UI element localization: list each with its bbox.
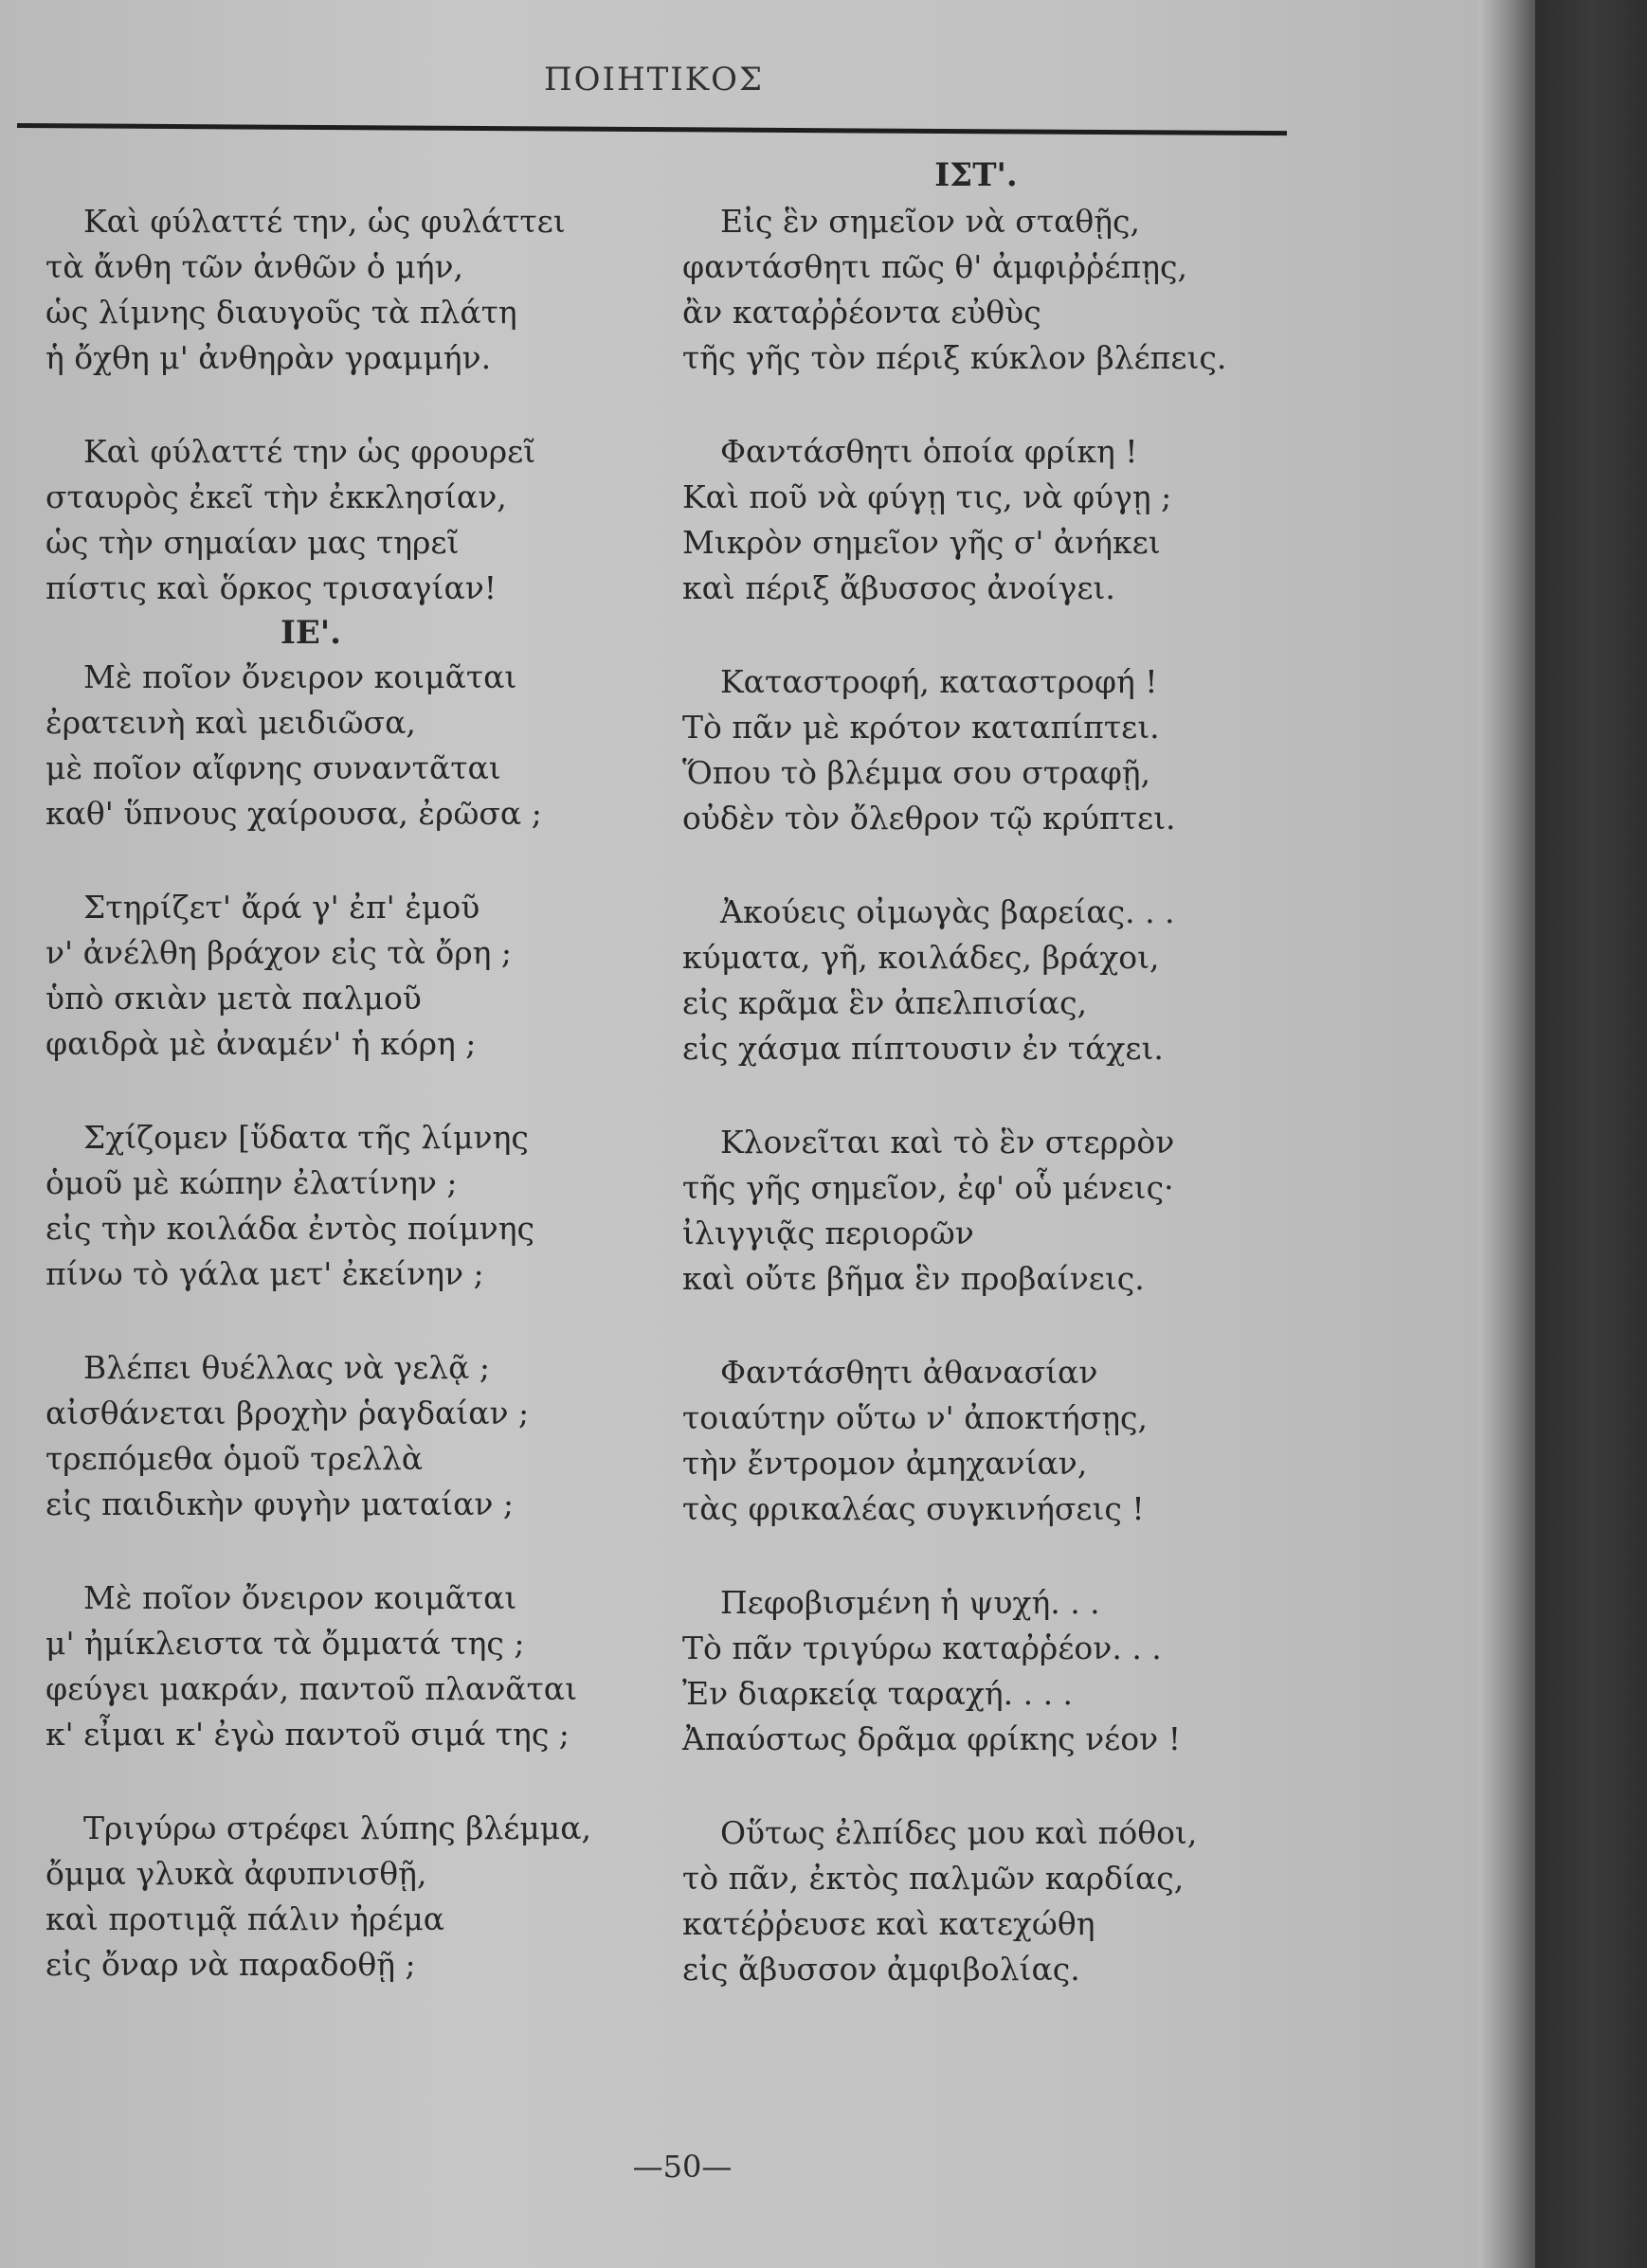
stanza: [45, 1575, 652, 1757]
verse-line: ὡς τὴν σημαίαν μας τηρεῖ: [45, 524, 460, 561]
section-title-left: ΙΕ'.: [280, 614, 342, 652]
verse-line: καὶ προτιμᾷ πάλιν ἠρέμα: [45, 1900, 445, 1937]
stanza: [45, 1115, 652, 1297]
verse-line: Τὸ πᾶν μὲ κρότον καταπίπτει.: [682, 709, 1160, 746]
verse-line: κατέῤῥευσε καὶ κατεχώθη: [682, 1905, 1095, 1942]
verse-line: ὡς λίμνης διαυγοῦς τὰ πλάτη: [45, 294, 517, 331]
verse-line: σταυρὸς ἐκεῖ τὴν ἐκκλησίαν,: [45, 478, 507, 515]
verse-line: ὑπὸ σκιὰν μετὰ παλμοῦ: [45, 980, 422, 1017]
verse-line: ὁμοῦ μὲ κώπην ἐλατίνην ;: [45, 1164, 458, 1201]
stanza: [682, 429, 1308, 611]
section-title-right: ΙΣΤ'.: [934, 156, 1018, 194]
book-binding: [1535, 0, 1647, 2268]
verse-line: Εἰς ἓν σημεῖον νὰ σταθῇς,: [720, 203, 1140, 240]
verse-line: ἂν καταῤῥέοντα εὐθὺς: [682, 294, 1041, 331]
right-stanzas: [682, 199, 1308, 1992]
stanza: [45, 1806, 652, 1988]
verse-line: ἰλιγγιᾷς περιορῶν: [682, 1215, 974, 1251]
stanza: [45, 1345, 652, 1527]
verse-line: φαιδρὰ μὲ ἀναμέν' ἡ κόρη ;: [45, 1025, 477, 1062]
verse-line: οὐδὲν τὸν ὄλεθρον τῷ κρύπτει.: [682, 800, 1176, 837]
verse-line: εἰς χάσμα πίπτουσιν ἐν τάχει.: [682, 1030, 1164, 1067]
verse-line: κ' εἶμαι κ' ἐγὼ παντοῦ σιμά της ;: [45, 1716, 570, 1753]
left-top-stanzas: [45, 199, 652, 611]
left-bottom-stanzas: [45, 655, 652, 1988]
verse-line: Ἀπαύστως δρᾶμα φρίκης νέον !: [682, 1720, 1181, 1757]
stanza: [45, 885, 652, 1067]
page-number: —50—: [632, 2149, 733, 2185]
stanza: [682, 1120, 1308, 1302]
verse-line: Ἐν διαρκείᾳ ταραχή. . . .: [682, 1675, 1074, 1712]
verse-line: πίστις καὶ ὅρκος τρισαγίαν!: [45, 569, 498, 606]
stanza: [45, 429, 652, 611]
left-column: [45, 199, 652, 2036]
verse-line: τῆς γῆς τὸν πέριξ κύκλον βλέπεις.: [682, 339, 1227, 376]
verse-line: Καὶ φύλαττέ την ὡς φρουρεῖ: [83, 433, 536, 470]
stanza: [682, 199, 1308, 381]
verse-line: τὰς φρικαλέας συγκινήσεις !: [682, 1490, 1145, 1527]
verse-line: Κλονεῖται καὶ τὸ ἓν στερρὸν: [720, 1124, 1175, 1161]
running-head: ΠΟΙΗΤΙΚΟΣ: [543, 61, 765, 99]
verse-line: τρεπόμεθα ὁμοῦ τρελλὰ: [45, 1440, 424, 1477]
verse-line: Ἀκούεις οἰμωγὰς βαρείας. . .: [720, 893, 1175, 930]
verse-line: Καὶ φύλαττέ την, ὡς φυλάττει: [83, 203, 566, 240]
verse-line: Καταστροφή, καταστροφή !: [720, 663, 1158, 700]
verse-line: ἐρατεινὴ καὶ μειδιῶσα,: [45, 704, 416, 741]
stanza: [682, 1810, 1308, 1992]
verse-line: Φαντάσθητι ἀθανασίαν: [720, 1354, 1098, 1391]
verse-line: εἰς τὴν κοιλάδα ἐντὸς ποίμνης: [45, 1210, 534, 1247]
stanza: [45, 655, 652, 837]
right-column: [682, 152, 1308, 2041]
verse-line: φεύγει μακράν, παντοῦ πλανᾶται: [45, 1670, 578, 1707]
stanza: [682, 890, 1308, 1071]
stanza: [45, 199, 652, 381]
verse-line: Στηρίζετ' ἄρά γ' ἐπ' ἐμοῦ: [83, 889, 480, 926]
verse-line: εἰς ὄναρ νὰ παραδοθῇ ;: [45, 1946, 416, 1983]
verse-line: τὴν ἔντρομον ἀμηχανίαν,: [682, 1445, 1088, 1482]
header-rule: [17, 123, 1287, 135]
verse-line: Ὅπου τὸ βλέμμα σου στραφῇ,: [682, 754, 1151, 791]
verse-line: μὲ ποῖον αἴφνης συναντᾶται: [45, 749, 501, 786]
verse-line: εἰς παιδικὴν φυγὴν ματαίαν ;: [45, 1485, 515, 1522]
verse-line: Μὲ ποῖον ὄνειρον κοιμᾶται: [83, 1579, 517, 1616]
verse-line: Καὶ ποῦ νὰ φύγῃ τις, νὰ φύγῃ ;: [682, 478, 1172, 515]
stanza: [682, 659, 1308, 841]
verse-line: Βλέπει θυέλλας νὰ γελᾷ ;: [83, 1349, 491, 1386]
verse-line: Οὕτως ἐλπίδες μου καὶ πόθοι,: [720, 1814, 1198, 1851]
verse-line: εἰς κρᾶμα ἓν ἀπελπισίας,: [682, 984, 1088, 1021]
verse-line: εἰς ἄβυσσον ἀμφιβολίας.: [682, 1951, 1080, 1988]
verse-line: Τριγύρω στρέφει λύπης βλέμμα,: [83, 1809, 592, 1846]
verse-line: ν' ἀνέλθη βράχον εἰς τὰ ὄρη ;: [45, 934, 512, 971]
verse-line: τὰ ἄνθη τῶν ἀνθῶν ὁ μήν,: [45, 248, 464, 285]
verse-line: Φαντάσθητι ὁποία φρίκη !: [720, 433, 1138, 470]
stanza: [682, 1350, 1308, 1532]
verse-line: Μὲ ποῖον ὄνειρον κοιμᾶται: [83, 658, 517, 695]
verse-line: τοιαύτην οὕτω ν' ἀποκτήσῃς,: [682, 1399, 1148, 1436]
verse-line: καὶ πέριξ ἄβυσσος ἀνοίγει.: [682, 569, 1115, 606]
verse-line: αἰσθάνεται βροχὴν ῥαγδαίαν ;: [45, 1395, 530, 1431]
verse-line: ἡ ὄχθη μ' ἀνθηρὰν γραμμήν.: [45, 339, 492, 376]
verse-line: Σχίζομεν [ὕδατα τῆς λίμνης: [83, 1119, 529, 1156]
stanza: [682, 1580, 1308, 1762]
page-gutter-shadow: [1478, 0, 1535, 2268]
verse-line: τὸ πᾶν, ἐκτὸς παλμῶν καρδίας,: [682, 1860, 1185, 1897]
verse-line: μ' ἠμίκλειστα τὰ ὄμματά της ;: [45, 1625, 525, 1662]
verse-line: Μικρὸν σημεῖον γῆς σ' ἀνήκει: [682, 524, 1161, 561]
verse-line: πίνω τὸ γάλα μετ' ἐκείνην ;: [45, 1255, 484, 1292]
verse-line: καὶ οὔτε βῆμα ἓν προβαίνεις.: [682, 1260, 1145, 1297]
verse-line: φαντάσθητι πῶς θ' ἀμφιῤῥέπῃς,: [682, 248, 1187, 285]
verse-line: καθ' ὕπνους χαίρουσα, ἐρῶσα ;: [45, 795, 542, 832]
verse-line: ὄμμα γλυκὰ ἀφυπνισθῇ,: [45, 1855, 427, 1892]
verse-line: κύματα, γῆ, κοιλάδες, βράχοι,: [682, 939, 1160, 976]
verse-line: Πεφοβισμένη ἡ ψυχή. . .: [720, 1584, 1100, 1621]
verse-line: Τὸ πᾶν τριγύρω καταῤῥέον. . .: [682, 1629, 1162, 1666]
verse-line: τῆς γῆς σημεῖον, ἐφ' οὗ μένεις·: [682, 1169, 1174, 1206]
